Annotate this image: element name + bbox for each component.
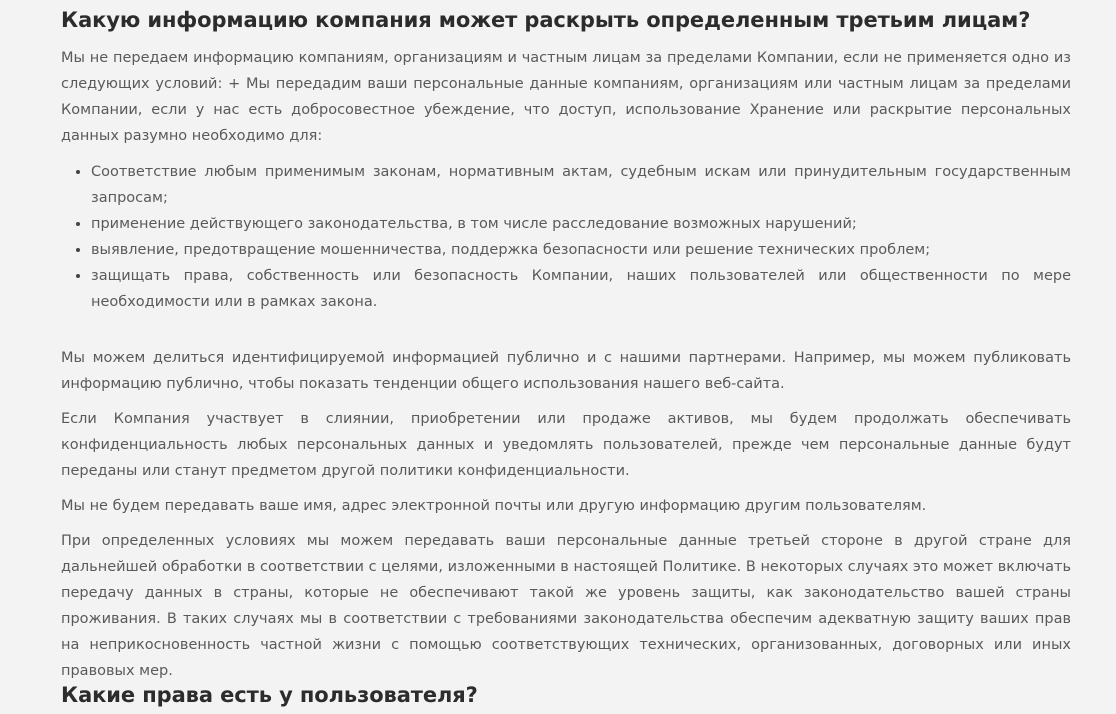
conditions-list — [61, 159, 1071, 315]
paragraph-no-transfer: Мы не будем передавать ваше имя, адрес электронной почты или другую информацию другим пользователям. — [61, 498, 927, 514]
intro-paragraph: Мы не передаем информацию компаниям, организациям и частным лицам за пределами Компании, если не применяется одно из следующих условий: + Мы передадим ваши персональные данные компаниям, организациям или частным лицам за пределами Компании, если у нас есть добросовестное убеждение, что доступ, использование Хранение или раскрытие персональных данных разумно необходимо для: — [61, 50, 1071, 144]
list-item: • защищать права, собственность или безопасность Компании, наших пользователей или общественности по мере необходимости или в рамках закона. — [91, 263, 1071, 315]
section-title-disclosure: Какую информацию компания может раскрыть определенным третьим лицам? — [61, 8, 1031, 32]
section-body — [61, 45, 1071, 684]
paragraph-public-sharing: Мы можем делиться идентифицируемой информацией публично и с нашими партнерами. Например, мы можем публиковать информацию публично, чтобы показать тенденции общего использования нашего веб-сайта. — [61, 350, 1071, 392]
list-item: • применение действующего законодательства, в том числе расследование возможных нарушений; — [91, 211, 1071, 237]
list-item: • выявление, предотвращение мошенничества, поддержка безопасности или решение технических проблем; — [91, 237, 1071, 263]
section-title-user-rights: Какие права есть у пользователя? — [61, 683, 478, 707]
paragraph-merger: Если Компания участвует в слиянии, приобретении или продаже активов, мы будем продолжать обеспечивать конфиденциальность любых персональных данных и уведомлять пользователей, прежде чем персональные данные будут переданы или станут предметом другой политики конфиденциальности. — [61, 411, 1071, 479]
paragraph-international-transfer: При определенных условиях мы можем передавать ваши персональные данные третьей стороне в другой стране для дальнейшей обработки в соответствии с целями, изложенными в настоящей Политике. В некоторых случаях это может включать передачу данных в страны, которые не обеспечивают такой же уровень защиты, как законодательство вашей страны проживания. В таких случаях мы в соответствии с требованиями законодательства обеспечим адекватную защиту ваших прав на неприкосновенность частной жизни с помощью соответствующих технических, организованных, договорных или иных правовых мер. — [61, 533, 1071, 679]
list-item: • Соответствие любым применимым законам, нормативным актам, судебным искам или принудительным государственным запросам; — [91, 159, 1071, 211]
